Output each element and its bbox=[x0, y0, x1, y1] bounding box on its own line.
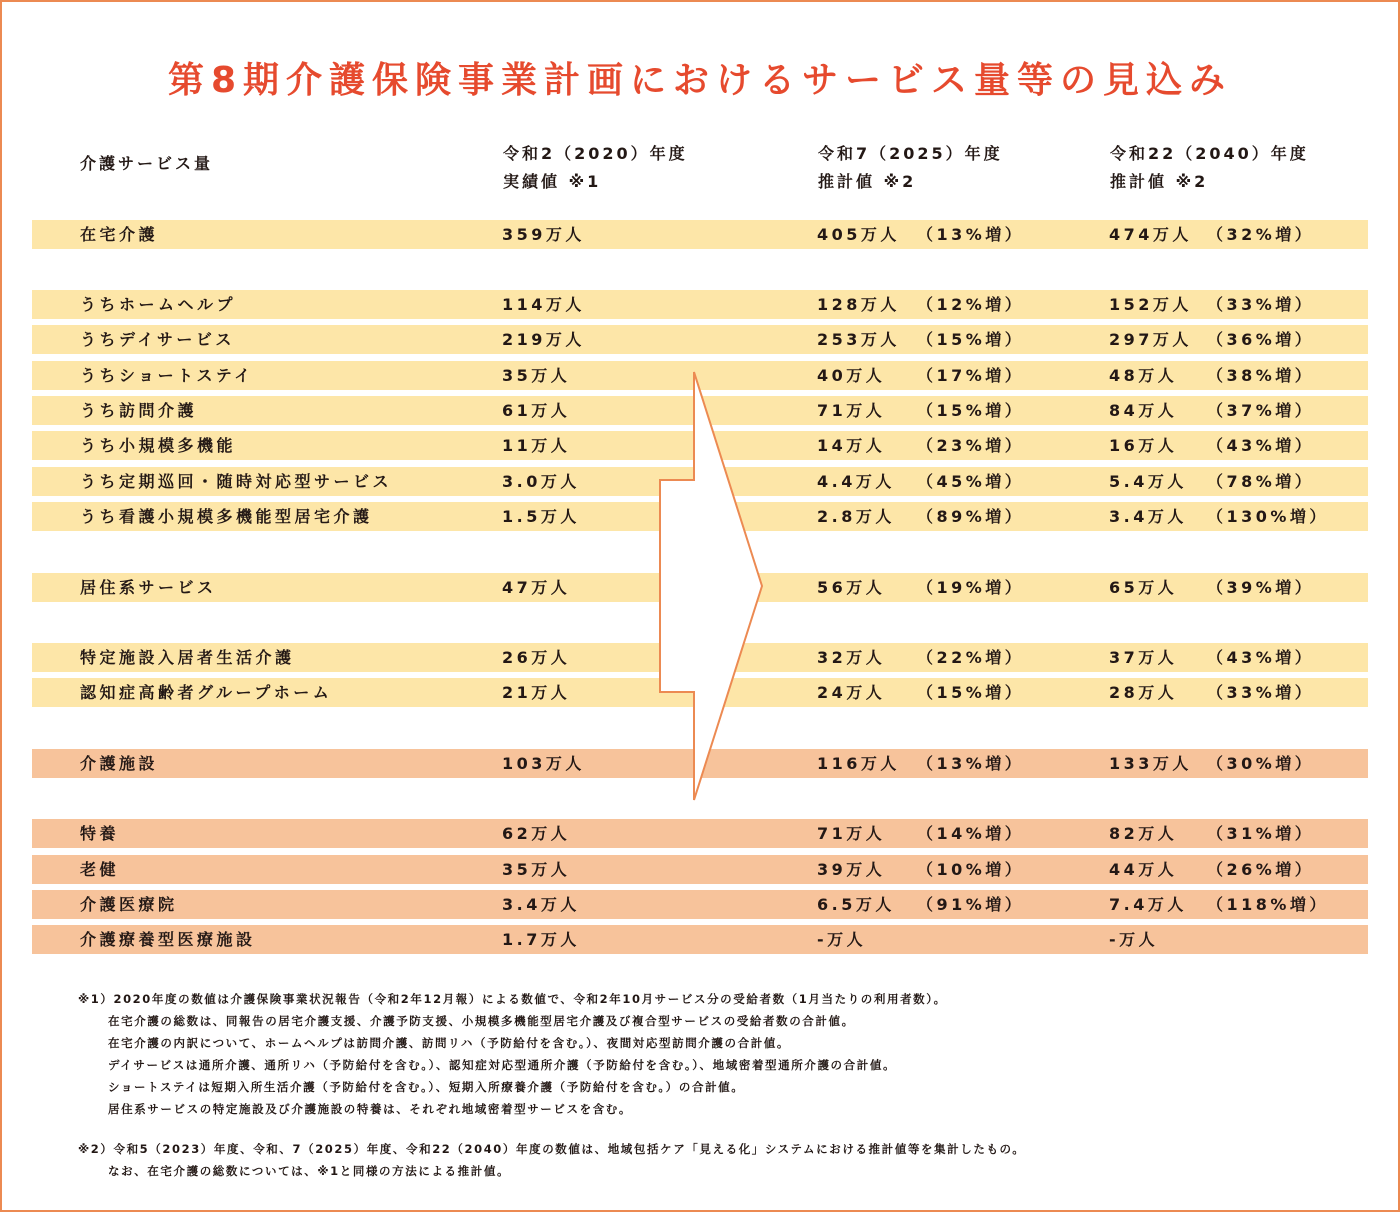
value-2020: 26万人 bbox=[502, 648, 571, 667]
value-2025: 128万人 bbox=[817, 295, 900, 314]
header-2020-year: 令和2（2020）年度 bbox=[503, 144, 688, 163]
pct-2040: （32%増） bbox=[1207, 225, 1315, 244]
value-2040: 133万人 bbox=[1109, 754, 1192, 773]
pct-2025: （15%増） bbox=[917, 330, 1025, 349]
pct-2025: （12%増） bbox=[917, 295, 1025, 314]
service-name: うちホームヘルプ bbox=[80, 295, 237, 314]
value-2040: 297万人 bbox=[1109, 330, 1192, 349]
value-2025: 2.8万人 bbox=[817, 507, 895, 526]
pct-2025: （22%増） bbox=[917, 648, 1025, 667]
service-name: 介護施設 bbox=[80, 754, 159, 773]
note-2-line: ※2）令和5（2023）年度、令和、7（2025）年度、令和22（2040）年度の数値は、地域包括ケア「見える化」システムにおける推計値等を集計したもの。 bbox=[78, 1142, 1026, 1156]
pct-2040: （43%増） bbox=[1207, 436, 1315, 455]
pct-2025: （14%増） bbox=[917, 824, 1025, 843]
value-2040: 3.4万人 bbox=[1109, 507, 1187, 526]
header-2040-year: 令和22（2040）年度 bbox=[1110, 144, 1309, 163]
service-name: うち定期巡回・随時対応型サービス bbox=[80, 472, 393, 491]
pct-2040: （33%増） bbox=[1207, 295, 1315, 314]
service-name: うち訪問介護 bbox=[80, 401, 198, 420]
value-2040: 84万人 bbox=[1109, 401, 1178, 420]
value-2025: 71万人 bbox=[817, 401, 886, 420]
value-2040: 48万人 bbox=[1109, 366, 1178, 385]
service-name: 在宅介護 bbox=[80, 225, 159, 244]
pct-2025: （91%増） bbox=[917, 895, 1025, 914]
pct-2025: （10%増） bbox=[917, 860, 1025, 879]
value-2025: 405万人 bbox=[817, 225, 900, 244]
value-2020: 21万人 bbox=[502, 683, 571, 702]
header-2040-kind: 推計値 ※2 bbox=[1110, 172, 1209, 191]
pct-2040: （130%増） bbox=[1207, 507, 1329, 526]
service-name: 介護療養型医療施設 bbox=[80, 930, 256, 949]
pct-2025: （13%増） bbox=[917, 225, 1025, 244]
note-1-line: 在宅介護の内訳について、ホームヘルプは訪問介護、訪問リハ（予防給付を含む。）、夜間対応型訪問介護の合計値。 bbox=[108, 1036, 790, 1050]
pct-2025: （15%増） bbox=[917, 401, 1025, 420]
value-2020: 1.5万人 bbox=[502, 507, 580, 526]
value-2025: 71万人 bbox=[817, 824, 886, 843]
pct-2040: （36%増） bbox=[1207, 330, 1315, 349]
value-2020: 61万人 bbox=[502, 401, 571, 420]
value-2025: 6.5万人 bbox=[817, 895, 895, 914]
value-2020: 3.0万人 bbox=[502, 472, 580, 491]
value-2020: 62万人 bbox=[502, 824, 571, 843]
value-2025: -万人 bbox=[817, 930, 867, 949]
pct-2040: （118%増） bbox=[1207, 895, 1329, 914]
value-2020: 11万人 bbox=[502, 436, 571, 455]
value-2025: 116万人 bbox=[817, 754, 900, 773]
pct-2025: （13%増） bbox=[917, 754, 1025, 773]
pct-2040: （43%増） bbox=[1207, 648, 1315, 667]
value-2020: 103万人 bbox=[502, 754, 585, 773]
page-title: 第8期介護保険事業計画におけるサービス量等の見込み bbox=[167, 60, 1233, 101]
value-2040: 65万人 bbox=[1109, 578, 1178, 597]
note-1-line: ショートステイは短期入所生活介護（予防給付を含む。）、短期入所療養介護（予防給付を含む。）の合計値。 bbox=[108, 1080, 745, 1094]
pct-2040: （33%増） bbox=[1207, 683, 1315, 702]
value-2020: 3.4万人 bbox=[502, 895, 580, 914]
pct-2025: （17%増） bbox=[917, 366, 1025, 385]
service-name: 特定施設入居者生活介護 bbox=[80, 648, 295, 667]
pct-2025: （45%増） bbox=[917, 472, 1025, 491]
value-2025: 32万人 bbox=[817, 648, 886, 667]
value-2025: 40万人 bbox=[817, 366, 886, 385]
pct-2025: （15%増） bbox=[917, 683, 1025, 702]
service-name: 居住系サービス bbox=[80, 578, 217, 597]
note-2-line: なお、在宅介護の総数については、※1と同様の方法による推計値。 bbox=[108, 1164, 511, 1178]
service-name: 特養 bbox=[80, 824, 120, 843]
header-2025-year: 令和7（2025）年度 bbox=[818, 144, 1003, 163]
value-2020: 114万人 bbox=[502, 295, 585, 314]
service-name: 老健 bbox=[80, 860, 120, 879]
value-2020: 35万人 bbox=[502, 366, 571, 385]
value-2040: 16万人 bbox=[1109, 436, 1178, 455]
service-name: 介護医療院 bbox=[80, 895, 178, 914]
value-2040: -万人 bbox=[1109, 930, 1159, 949]
value-2020: 35万人 bbox=[502, 860, 571, 879]
service-name: うち看護小規模多機能型居宅介護 bbox=[80, 507, 373, 526]
value-2025: 39万人 bbox=[817, 860, 886, 879]
note-1-line: デイサービスは通所介護、通所リハ（予防給付を含む。）、認知症対応型通所介護（予防給付を含む。）、地域密着型通所介護の合計値。 bbox=[108, 1058, 897, 1072]
value-2025: 4.4万人 bbox=[817, 472, 895, 491]
service-name: うちデイサービス bbox=[80, 330, 235, 349]
value-2040: 28万人 bbox=[1109, 683, 1178, 702]
value-2040: 37万人 bbox=[1109, 648, 1178, 667]
pct-2040: （39%増） bbox=[1207, 578, 1315, 597]
pct-2025: （19%増） bbox=[917, 578, 1025, 597]
value-2025: 14万人 bbox=[817, 436, 886, 455]
value-2040: 152万人 bbox=[1109, 295, 1192, 314]
value-2020: 359万人 bbox=[502, 225, 585, 244]
service-name: 認知症高齢者グループホーム bbox=[80, 683, 333, 702]
value-2025: 56万人 bbox=[817, 578, 886, 597]
pct-2040: （78%増） bbox=[1207, 472, 1315, 491]
value-2025: 253万人 bbox=[817, 330, 900, 349]
pct-2040: （38%増） bbox=[1207, 366, 1315, 385]
value-2040: 82万人 bbox=[1109, 824, 1178, 843]
value-2020: 47万人 bbox=[502, 578, 571, 597]
pct-2025: （23%増） bbox=[917, 436, 1025, 455]
value-2040: 5.4万人 bbox=[1109, 472, 1187, 491]
pct-2040: （30%増） bbox=[1207, 754, 1315, 773]
service-name: うち小規模多機能 bbox=[80, 436, 237, 455]
value-2020: 1.7万人 bbox=[502, 930, 580, 949]
pct-2025: （89%増） bbox=[917, 507, 1025, 526]
value-2025: 24万人 bbox=[817, 683, 886, 702]
value-2040: 7.4万人 bbox=[1109, 895, 1187, 914]
note-1-line: 居住系サービスの特定施設及び介護施設の特養は、それぞれ地域密着型サービスを含む。 bbox=[108, 1102, 632, 1116]
note-1-line: 在宅介護の総数は、同報告の居宅介護支援、介護予防支援、小規模多機能型居宅介護及び複合型サービスの受給者数の合計値。 bbox=[108, 1014, 855, 1028]
value-2020: 219万人 bbox=[502, 330, 585, 349]
header-2025-kind: 推計値 ※2 bbox=[818, 172, 917, 191]
pct-2040: （31%増） bbox=[1207, 824, 1315, 843]
note-1-line: ※1）2020年度の数値は介護保険事業状況報告（令和2年12月報）による数値で、令和2年10月サービス分の受給者数（1月当たりの利用者数）。 bbox=[78, 992, 947, 1006]
service-name: うちショートステイ bbox=[80, 366, 254, 385]
value-2040: 44万人 bbox=[1109, 860, 1178, 879]
header-2020-kind: 実績値 ※1 bbox=[503, 172, 602, 191]
header-service-label: 介護サービス量 bbox=[80, 154, 214, 173]
value-2040: 474万人 bbox=[1109, 225, 1192, 244]
footnotes bbox=[78, 988, 1025, 1182]
pct-2040: （37%増） bbox=[1207, 401, 1315, 420]
pct-2040: （26%増） bbox=[1207, 860, 1315, 879]
